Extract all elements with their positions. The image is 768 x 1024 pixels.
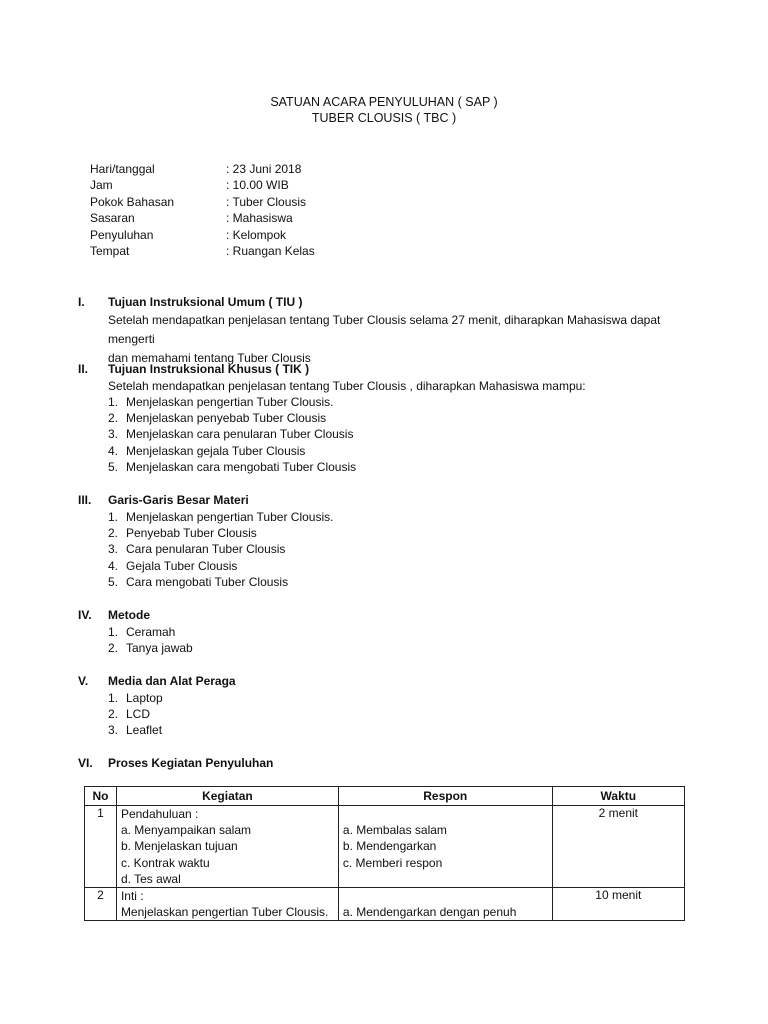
cell-line: Menjelaskan pengertian Tuber Clousis. xyxy=(120,905,329,920)
info-label: Jam xyxy=(90,178,113,193)
section-heading: Tujuan Instruksional Khusus ( TIK ) xyxy=(108,362,310,376)
info-label: Tempat xyxy=(90,243,130,258)
section-body xyxy=(108,311,698,368)
section-heading: Metode xyxy=(108,608,150,622)
paragraph: Setelah mendapatkan penjelasan tentang Tuber Clousis , diharapkan Mahasiswa mampu: xyxy=(108,379,586,393)
list-text: Cara penularan Tuber Clousis xyxy=(126,542,286,557)
cell-line xyxy=(343,806,548,822)
info-row-time xyxy=(90,177,490,193)
document-subtitle: TUBER CLOUSIS ( TBC ) xyxy=(311,111,457,125)
section-number: I. xyxy=(78,295,85,309)
header-no: No xyxy=(85,787,117,806)
info-block xyxy=(90,161,490,259)
list-item xyxy=(108,394,698,410)
section-number: V. xyxy=(78,674,89,688)
list-text: Menjelaskan cara penularan Tuber Clousis xyxy=(126,427,354,442)
list-index: 2. xyxy=(108,641,119,656)
list-index: 2. xyxy=(108,707,119,722)
list-index: 5. xyxy=(108,459,119,474)
info-value: : 10.00 WIB xyxy=(226,178,289,193)
cell-line xyxy=(343,888,548,904)
info-row-place xyxy=(90,243,490,259)
list-item xyxy=(108,574,698,590)
cell-respon xyxy=(338,887,552,920)
info-row-date xyxy=(90,161,490,177)
cell-line: a. Mendengarkan dengan penuh xyxy=(342,905,517,920)
cell-no: 2 xyxy=(85,887,117,920)
section-body xyxy=(108,624,698,656)
list-text: Gejala Tuber Clousis xyxy=(126,558,238,573)
objective-list xyxy=(108,394,698,475)
section-number: III. xyxy=(78,493,92,507)
section-body xyxy=(108,690,698,739)
cell-kegiatan xyxy=(116,806,338,888)
media-list xyxy=(108,690,698,739)
list-index: 1. xyxy=(108,395,119,409)
list-text: Tanya jawab xyxy=(126,641,193,656)
section-body xyxy=(108,378,698,475)
list-index: 1. xyxy=(108,625,119,639)
list-text: Menjelaskan penyebab Tuber Clousis xyxy=(126,411,327,426)
section-heading: Proses Kegiatan Penyuluhan xyxy=(108,756,274,770)
section-heading: Tujuan Instruksional Umum ( TIU ) xyxy=(108,295,303,309)
paragraph-line: dan memahami tentang Tuber Clousis xyxy=(108,351,311,365)
list-index: 1. xyxy=(108,510,119,524)
list-item xyxy=(108,640,698,656)
section-heading: Media dan Alat Peraga xyxy=(108,674,236,688)
table-row xyxy=(85,887,685,920)
header-waktu: Waktu xyxy=(552,787,684,806)
cell-line: c. Memberi respon xyxy=(342,855,443,870)
section-number: II. xyxy=(78,362,89,376)
method-list xyxy=(108,624,698,656)
info-value: : Kelompok xyxy=(226,227,287,242)
info-row-target xyxy=(90,210,490,226)
info-label: Pokok Bahasan xyxy=(90,194,175,209)
section-number: VI. xyxy=(78,756,93,770)
cell-line: d. Tes awal xyxy=(120,871,181,886)
list-item xyxy=(108,525,698,541)
list-text: Cara mengobati Tuber Clousis xyxy=(126,574,289,589)
info-value: : Ruangan Kelas xyxy=(226,243,315,258)
list-index: 2. xyxy=(108,411,119,426)
cell-line: b. Menjelaskan tujuan xyxy=(120,839,238,854)
list-item xyxy=(108,443,698,459)
section-heading: Garis-Garis Besar Materi xyxy=(108,493,249,507)
list-index: 1. xyxy=(108,691,119,705)
cell-line: Pendahuluan : xyxy=(120,807,199,821)
header-respon: Respon xyxy=(338,787,552,806)
cell-line: b. Mendengarkan xyxy=(342,839,437,854)
cell-respon xyxy=(338,806,552,888)
list-item xyxy=(108,410,698,426)
cell-line: c. Kontrak waktu xyxy=(120,855,210,870)
list-item xyxy=(108,624,698,640)
list-item xyxy=(108,426,698,442)
info-label: Sasaran xyxy=(90,211,135,226)
process-table xyxy=(84,786,685,921)
cell-kegiatan xyxy=(116,887,338,920)
material-list xyxy=(108,509,698,590)
cell-line: Inti : xyxy=(120,888,144,903)
list-item xyxy=(108,558,698,574)
cell-waktu: 10 menit xyxy=(552,887,684,920)
cell-waktu: 2 menit xyxy=(552,806,684,888)
list-index: 3. xyxy=(108,542,119,557)
list-text: Ceramah xyxy=(126,625,176,639)
list-text: Menjelaskan pengertian Tuber Clousis. xyxy=(126,395,334,409)
paragraph-line: Setelah mendapatkan penjelasan tentang Tuber Clousis selama 27 menit, diharapkan Mahasiswa dapat mengerti xyxy=(108,313,661,346)
table-header-row xyxy=(85,787,685,806)
list-text: Laptop xyxy=(126,691,163,705)
list-text: Menjelaskan cara mengobati Tuber Clousis xyxy=(126,459,357,474)
list-index: 4. xyxy=(108,558,119,573)
list-item xyxy=(108,690,698,706)
cell-no: 1 xyxy=(85,806,117,888)
info-row-topic xyxy=(90,194,490,210)
info-label: Penyuluhan xyxy=(90,227,154,242)
table-row xyxy=(85,806,685,888)
document-title: SATUAN ACARA PENYULUHAN ( SAP ) xyxy=(270,95,498,109)
cell-line: a. Menyampaikan salam xyxy=(120,823,251,838)
list-item xyxy=(108,509,698,525)
header-kegiatan: Kegiatan xyxy=(116,787,338,806)
list-text: Menjelaskan pengertian Tuber Clousis. xyxy=(126,510,334,524)
list-text: Leaflet xyxy=(126,723,163,738)
info-label: Hari/tanggal xyxy=(90,162,155,176)
info-value: : Mahasiswa xyxy=(226,211,293,226)
list-index: 3. xyxy=(108,723,119,738)
section-body xyxy=(108,509,698,590)
list-item xyxy=(108,722,698,738)
list-text: Penyebab Tuber Clousis xyxy=(126,526,257,541)
list-index: 5. xyxy=(108,574,119,589)
list-text: LCD xyxy=(126,707,151,722)
list-index: 3. xyxy=(108,427,119,442)
cell-line: a. Membalas salam xyxy=(342,823,447,838)
list-item xyxy=(108,706,698,722)
list-item xyxy=(108,459,698,475)
section-number: IV. xyxy=(78,608,92,622)
list-index: 4. xyxy=(108,443,119,458)
info-value: : 23 Juni 2018 xyxy=(226,162,302,176)
list-text: Menjelaskan gejala Tuber Clousis xyxy=(126,443,306,458)
list-item xyxy=(108,541,698,557)
info-row-counselor xyxy=(90,227,490,243)
info-value: : Tuber Clousis xyxy=(226,194,307,209)
list-index: 2. xyxy=(108,526,119,541)
